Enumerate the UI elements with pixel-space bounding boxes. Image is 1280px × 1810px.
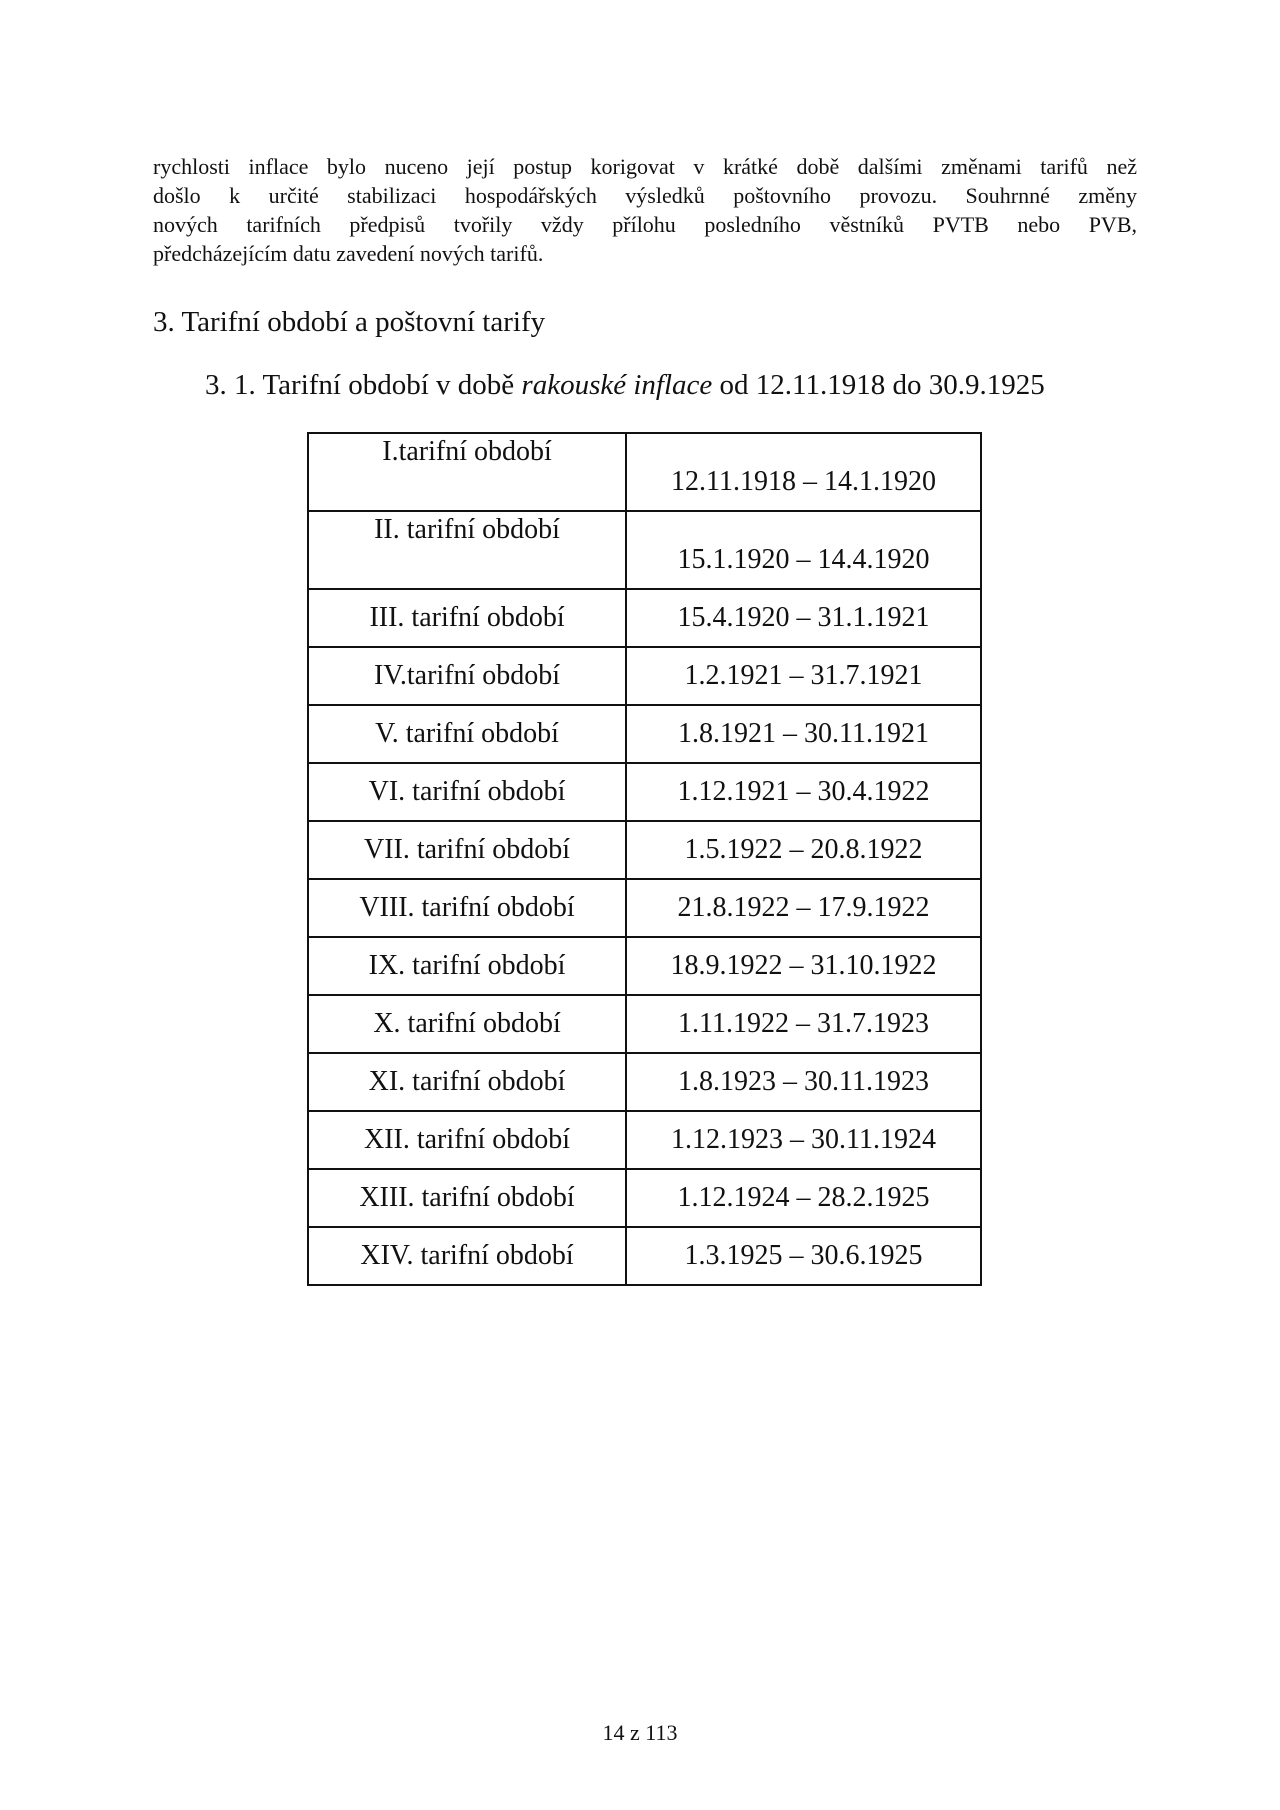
subheading-suffix: od 12.11.1918 do 30.9.1925 (712, 369, 1045, 401)
period-name-cell: XIII. tarifní období (308, 1169, 626, 1227)
period-name-cell: VI. tarifní období (308, 763, 626, 821)
period-name-cell: I.tarifní období (308, 433, 626, 511)
table-row (308, 995, 981, 1053)
subheading-italic: rakouské inflace (521, 369, 713, 401)
period-name-cell: XII. tarifní období (308, 1111, 626, 1169)
period-range-cell: 15.1.1920 – 14.4.1920 (626, 511, 981, 589)
table-row (308, 433, 981, 511)
period-name-cell: VII. tarifní období (308, 821, 626, 879)
period-range-cell: 1.5.1922 – 20.8.1922 (626, 821, 981, 879)
tariff-periods-table (307, 432, 982, 1286)
intro-line: předcházejícím datu zavedení nových tarifů. (153, 241, 544, 266)
period-name-cell: II. tarifní období (308, 511, 626, 589)
section-heading: 3. Tarifní období a poštovní tarify (153, 306, 546, 338)
table-row (308, 1227, 981, 1285)
period-name-cell: III. tarifní období (308, 589, 626, 647)
period-range-cell: 1.12.1923 – 30.11.1924 (626, 1111, 981, 1169)
period-range-cell: 1.8.1921 – 30.11.1921 (626, 705, 981, 763)
period-range-cell: 1.8.1923 – 30.11.1923 (626, 1053, 981, 1111)
period-name-cell: IV.tarifní období (308, 647, 626, 705)
table-row (308, 937, 981, 995)
table-row (308, 821, 981, 879)
period-range-cell: 18.9.1922 – 31.10.1922 (626, 937, 981, 995)
table-row (308, 589, 981, 647)
table-row (308, 511, 981, 589)
table-row (308, 1053, 981, 1111)
period-name-cell: XI. tarifní období (308, 1053, 626, 1111)
period-range-cell: 15.4.1920 – 31.1.1921 (626, 589, 981, 647)
intro-line: došlo k určité stabilizaci hospodářských výsledků poštovního provozu. Souhrnné změny (153, 183, 1137, 208)
table-row (308, 763, 981, 821)
subsection-heading (205, 369, 1045, 402)
intro-line: nových tarifních předpisů tvořily vždy přílohu posledního věstníků PVTB nebo PVB, (153, 212, 1137, 237)
period-name-cell: VIII. tarifní období (308, 879, 626, 937)
table-row (308, 1111, 981, 1169)
table-row (308, 647, 981, 705)
table-row (308, 705, 981, 763)
period-name-cell: V. tarifní období (308, 705, 626, 763)
period-name-cell: IX. tarifní období (308, 937, 626, 995)
period-range-cell: 1.2.1921 – 31.7.1921 (626, 647, 981, 705)
intro-paragraph (153, 152, 1137, 268)
period-range-cell: 1.12.1924 – 28.2.1925 (626, 1169, 981, 1227)
subheading-prefix: 3. 1. Tarifní období v době (205, 369, 522, 401)
period-name-cell: X. tarifní období (308, 995, 626, 1053)
page-number: 14 z 113 (602, 1720, 678, 1745)
table-row (308, 1169, 981, 1227)
period-range-cell: 21.8.1922 – 17.9.1922 (626, 879, 981, 937)
period-range-cell: 1.3.1925 – 30.6.1925 (626, 1227, 981, 1285)
intro-line: rychlosti inflace bylo nuceno její postup korigovat v krátké době dalšími změnami tarifů než (153, 154, 1137, 179)
table-row (308, 879, 981, 937)
period-range-cell: 12.11.1918 – 14.1.1920 (626, 433, 981, 511)
period-range-cell: 1.11.1922 – 31.7.1923 (626, 995, 981, 1053)
period-range-cell: 1.12.1921 – 30.4.1922 (626, 763, 981, 821)
period-name-cell: XIV. tarifní období (308, 1227, 626, 1285)
